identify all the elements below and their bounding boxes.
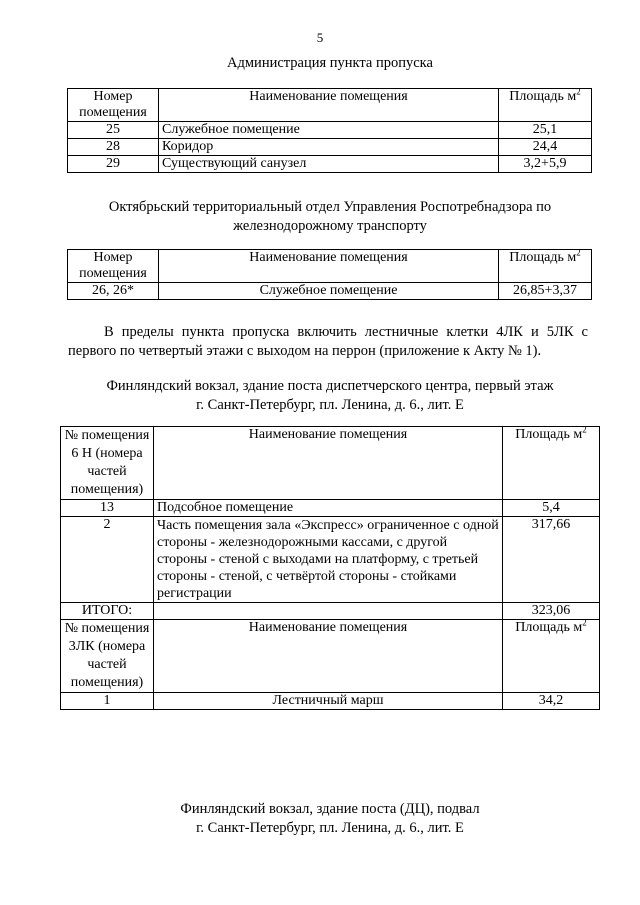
header-area: Площадь $м^2$ — [503, 427, 600, 500]
header-room-name: Наименование помещения — [154, 427, 503, 500]
cell-room-number: 26, 26* — [68, 283, 159, 300]
table-row — [68, 156, 592, 173]
cell-room-name: Существующий санузел — [159, 156, 499, 173]
page-number: 5 — [316, 30, 324, 45]
header-room-number: Номер помещения — [68, 89, 159, 122]
table-row — [68, 139, 592, 156]
header-area-3lk: Площадь $м^2$ — [503, 620, 600, 693]
table-row — [68, 122, 592, 139]
cell-room-name: Часть помещения зала «Экспресс» ограниченное с одной стороны - железнодорожными кассами, с другой стороны - стеной с выходами на платформу, с третьей стороны - стеной, с четвёртой стороны - стойками регистрации — [154, 517, 503, 603]
cell-room-name: Служебное помещение — [159, 122, 499, 139]
cell-room-number: 28 — [68, 139, 159, 156]
section-title-line1: Финляндский вокзал, здание поста (ДЦ), подвал — [180, 801, 480, 817]
cell-room-number: 25 — [68, 122, 159, 139]
section-title-line2: г. Санкт-Петербург, пл. Ленина, д. 6., лит. Е — [196, 820, 464, 836]
header-room-name-3lk: Наименование помещения — [154, 620, 503, 693]
table-row — [61, 517, 600, 603]
cell-area: 34,2 — [503, 693, 600, 710]
cell-room-name: Лестничный марш — [154, 693, 503, 710]
section-title-rospotrebnadzor: Октябрьский территориальный отдел Управления Роспотребнадзора по железнодорожному транспорту — [108, 199, 552, 234]
cell-empty — [154, 603, 503, 620]
section-title-line1: Финляндский вокзал, здание поста диспетчерского центра, первый этаж — [106, 378, 554, 394]
header-room-number-3lk: № помещения 3ЛК (номера частей помещения) — [61, 620, 154, 693]
cell-area: 26,85+3,37 — [499, 283, 592, 300]
cell-room-name: Коридор — [159, 139, 499, 156]
cell-area: 25,1 — [499, 122, 592, 139]
cell-room-number: 1 — [61, 693, 154, 710]
cell-area: 3,2+5,9 — [499, 156, 592, 173]
table-header-row — [61, 620, 600, 693]
cell-room-number: 13 — [61, 500, 154, 517]
section-title-finland-station-dispatch — [60, 377, 600, 415]
section-title-checkpoint-administration: Администрация пункта пропуска — [227, 55, 433, 71]
table-header-row — [61, 427, 600, 500]
section-title-finland-station-basement — [60, 800, 600, 838]
table-header-row — [68, 89, 592, 122]
cell-area: 317,66 — [503, 517, 600, 603]
cell-room-number: 2 — [61, 517, 154, 603]
header-area: Площадь $м^2$ — [499, 89, 592, 122]
table-row — [61, 500, 600, 517]
table-finland-station-dispatch — [60, 426, 600, 710]
table-row — [61, 693, 600, 710]
header-room-name: Наименование помещения — [159, 250, 499, 283]
paragraph-staircases: В пределы пункта пропуска включить лестничные клетки 4ЛК и 5ЛК с первого по четвертый этажи с выходом на перрон (приложение к Акту № 1). — [68, 324, 588, 359]
cell-room-name: Служебное помещение — [159, 283, 499, 300]
cell-room-number: 29 — [68, 156, 159, 173]
cell-room-name: Подсобное помещение — [154, 500, 503, 517]
table-rospotrebnadzor — [67, 249, 592, 300]
cell-area: 5,4 — [503, 500, 600, 517]
header-room-number: № помещения 6 Н (номера частей помещения) — [61, 427, 154, 500]
cell-total-label: ИТОГО: — [61, 603, 154, 620]
table-row — [68, 283, 592, 300]
cell-area: 24,4 — [499, 139, 592, 156]
table-total-row — [61, 603, 600, 620]
table-checkpoint-administration — [67, 88, 592, 173]
header-room-number: Номер помещения — [68, 250, 159, 283]
cell-total-value: 323,06 — [503, 603, 600, 620]
table-header-row — [68, 250, 592, 283]
section-title-line2: г. Санкт-Петербург, пл. Ленина, д. 6., лит. Е — [196, 397, 464, 413]
header-room-name: Наименование помещения — [159, 89, 499, 122]
header-area: Площадь $м^2$ — [499, 250, 592, 283]
